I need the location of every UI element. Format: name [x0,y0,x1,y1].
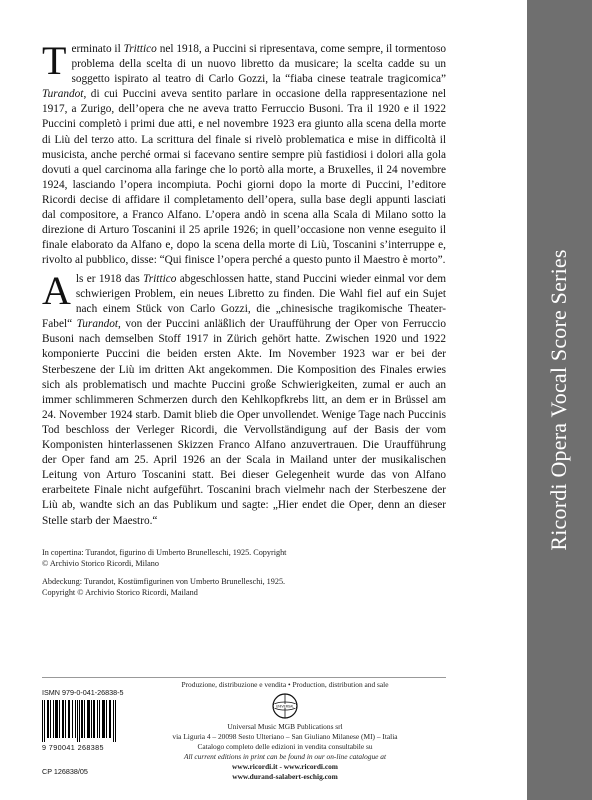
italian-text-3: , di cui Puccini aveva sentito parlare in occasione della rappresentazione nel 1917, a Zurigo, dell’opera che ne aveva tratto Ferruccio Busoni. Tra il 1920 e il 1922 Puccini completò i primi due atti, e nel novembre 1923 era giunto alla scena della morte di Liù del terzo atto. La scrittura del finale si rivelò problematica e mise in difficoltà il musicista, anche perché ormai si facevano sentire sempre più fastidiosi i dolori alla gola dovuti a quel carcinoma alla faringe che lo portò alla morte, a Bruxelles, il 24 novembre 1924, lasciando l’opera incompiuta. Pochi giorni dopo la morte di Puccini, l’editore Ricordi decise di affidare il completamento dell’opera, sulla base degli appunti lasciati dal compositore, a Franco Alfano. L’opera andò in scena alla Scala di Milano sotto la direzione di Arturo Toscanini il 25 aprile 1926; in quell’occasione non venne eseguito il finale elaborato da Alfano e, dopo la scena della morte di Liù, Toscanini s’interruppe e, rivolto al pubblico, disse: “Qui finisce l’opera perché a questo punto il Maestro è morto”. [42,88,446,267]
ismn-code: ISMN 979-0-041-26838-5 [42,688,124,697]
italian-text-2: nel 1918, a Puccini si ripresentava, come sempre, il tormentoso problema della scelta di un nuovo libretto da musicare; la scelta cadde su un soggetto ispirato al teatro di Carlo Gozzi, la “fiaba cinese teatrale tragicomica” [71,43,447,86]
series-title: Ricordi Opera Vocal Score Series [546,249,571,551]
svg-text:UNIVERSAL: UNIVERSAL [275,704,295,709]
italian-text-1: erminato il [71,43,124,55]
website-link-ricordi-it[interactable]: www.ricordi.it [232,762,278,771]
image-credits [42,548,292,606]
italian-turandot: Turandot [42,88,84,101]
italian-paragraph [42,38,447,268]
dropcap-a: A [42,268,71,313]
website-link-ricordi-com[interactable]: www.ricordi.com [283,762,338,771]
website-link-durand[interactable]: www.durand-salabert-eschig.com [232,772,338,781]
german-paragraph [42,268,447,529]
caption-italian: In copertina: Turandot, figurino di Umberto Brunelleschi, 1925. Copyright © Archivio Storico Ricordi, Milano [42,548,287,568]
german-text-2: abgeschlossen hatte, stand Puccini wieder einmal vor dem schwierigen Problem, ein neues Libretto zu finden. Die Wahl fiel auf ein Sujet nach einem Stück von Carlo Gozzi, die „chinesische tragikomische Theater-Fabel“ [42,273,447,331]
catalog-note-it: Catalogo completo delle edizioni in vendita consultabile su [197,742,373,751]
catalog-note-en: All current editions in print can be found in our on-line catalogue at [183,752,387,761]
website-separator: - [277,762,284,771]
barcode-icon [42,700,116,742]
distribution-line: Produzione, distribuzione e vendita • Production, distribution and sale [181,680,389,689]
german-trittico: Trittico [143,273,177,285]
german-text-1: ls er 1918 das [75,273,144,285]
german-text-3: , von der Puccini anläßlich der Uraufführung der Oper von Ferruccio Busoni nach demselben Stoff 1917 in Zürich gehört hatte. Zwischen 1920 und 1922 komponierte Puccini die beiden ersten Akte. Im November 1923 war er bei der Sterbeszene der Liù im dritten Akt angekommen. Die Komposition des Finales erwies sich als problematisch und machte Puccini große Schwierigkeiten, zumal er auch an immer schlimmeren Schmerzen durch den Kehlkopfkrebs litt, an dem er in Brüssel am 24. November 1924 starb. Damit blieb die Oper unvollendet. Wenige Tage nach Puccinis Tod beschloss der Verleger Ricordi, die Vervollständigung auf der Basis der vom Komponisten hinterlassenen Skizzen Franco Alfano anzuvertrauen. Die Uraufführung der Oper fand am 25. April 1926 an der Scala in Mailand unter der musikalischen Leitung von Arturo Toscanini statt. Bei dieser Gelegenheit wurde das von Alfano erarbeitete Finale nicht aufgeführt. Toscanini brach vielmehr nach der Sterbeszene der Liù ab, wandte sich an das Publikum und sagte: „Hier endet die Oper, denn an dieser Stelle starb der Maestro.“ [42,318,447,527]
company-address: via Liguria 4 – 20098 Sesto Ulteriano – San Giuliano Milanese (MI) – Italia [172,732,398,741]
dropcap-t: T [42,38,67,83]
caption-german: Abdeckung: Turandot, Kostümfigurinen von Umberto Brunelleschi, 1925. Copyright © Archivio Storico Ricordi, Mailand [42,577,286,597]
italian-trittico: Trittico [123,43,157,55]
barcode-number: 9 790041 268385 [42,743,104,752]
universal-music-logo-icon [271,692,299,720]
publisher-info [150,680,420,782]
german-turandot: Turandot [76,318,119,331]
company-name: Universal Music MGB Publications srl [227,722,343,731]
catalog-code: CP 126838/05 [42,767,88,776]
divider [42,677,446,678]
